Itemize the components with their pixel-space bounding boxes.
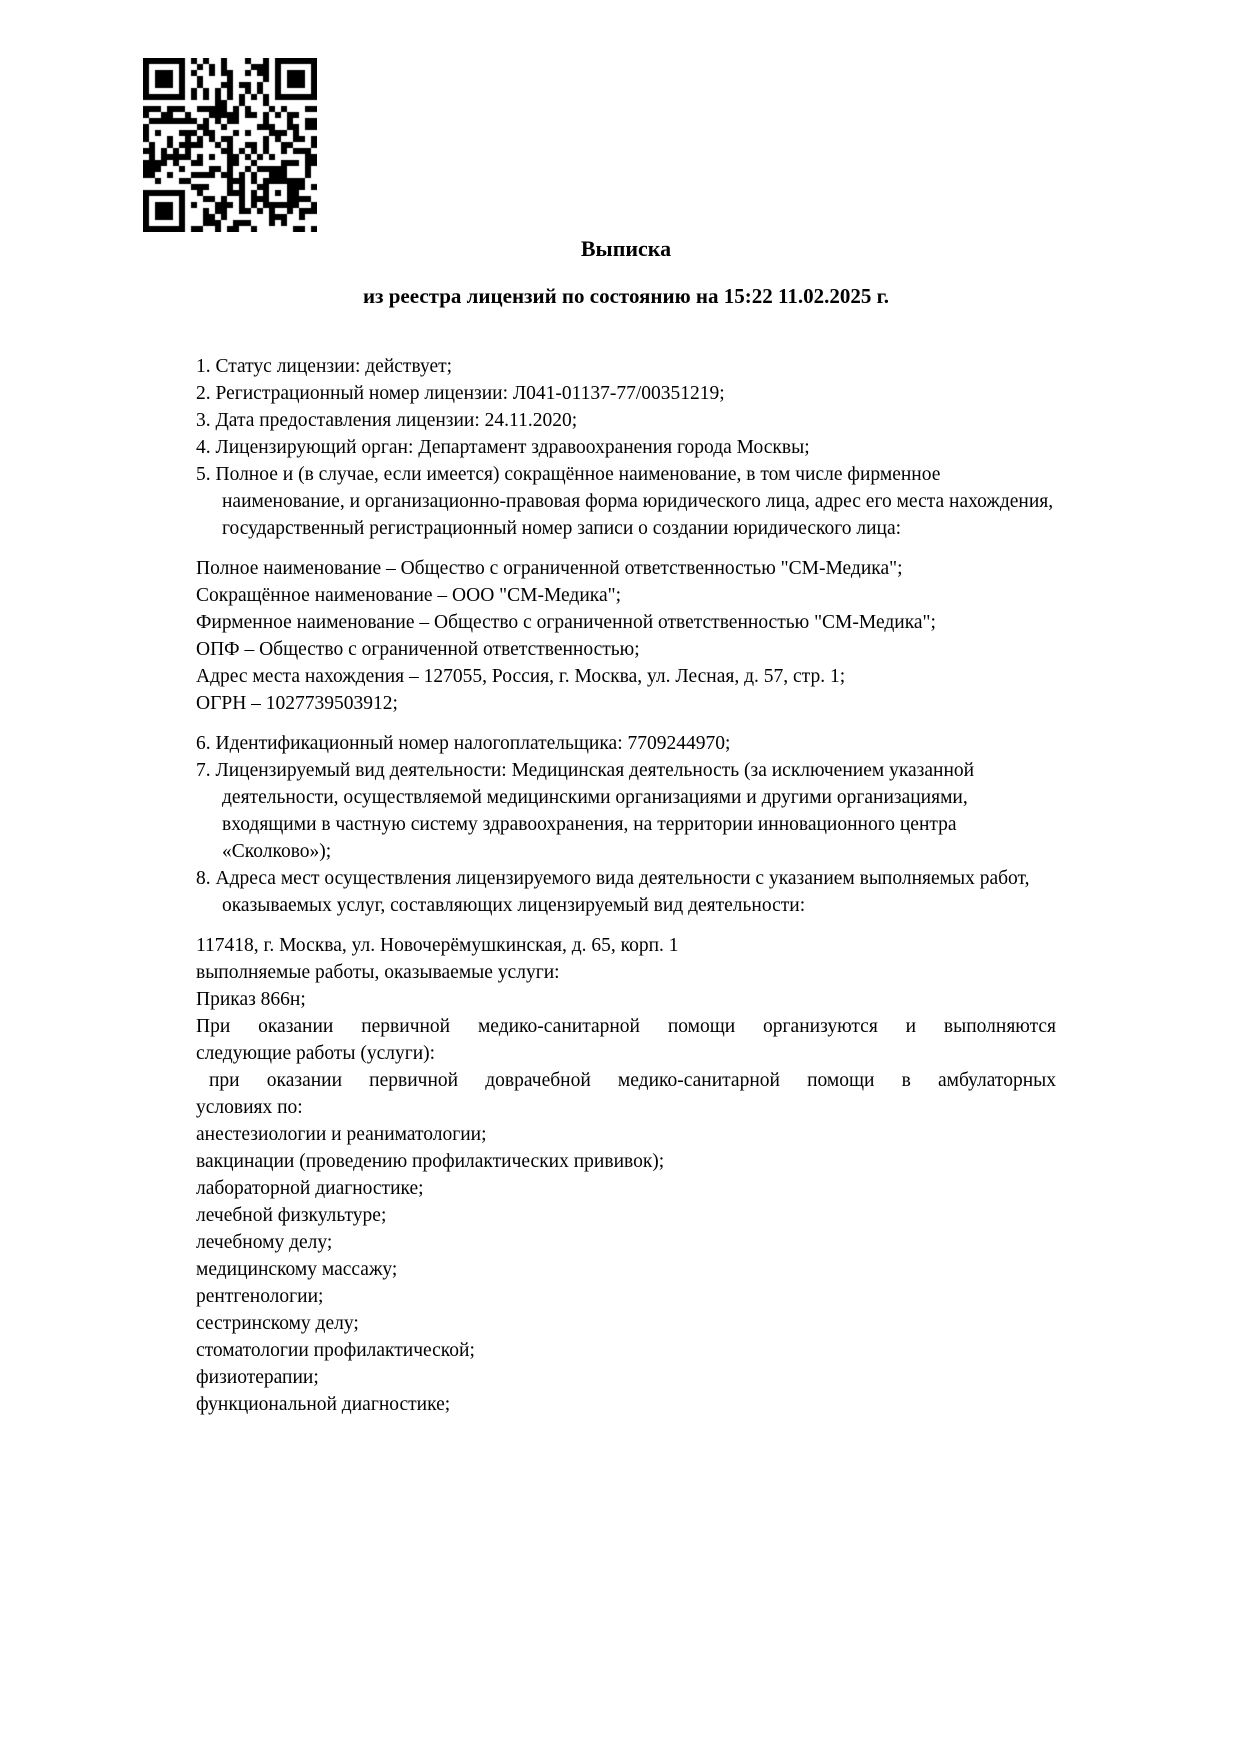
service-item: сестринскому делу;: [196, 1313, 359, 1334]
service-item: физиотерапии;: [196, 1367, 319, 1388]
document-content: [196, 0, 1056, 1418]
list-item-7: 7. Лицензируемый вид деятельности: Медицинская деятельность (за исключением указанной деятельности, осуществляемой медицинскими организациями и другими организациями, входящими в частную систему здравоохранения, на территории инновационного центра «Сколково»);: [196, 760, 975, 862]
list-item-1: 1. Статус лицензии: действует;: [196, 356, 453, 377]
list-item-2: 2. Регистрационный номер лицензии: Л041-01137-77/00351219;: [196, 383, 725, 404]
activity-address-block: [196, 932, 1056, 1418]
list-item-6: 6. Идентификационный номер налогоплательщика: 7709244970;: [196, 733, 731, 754]
service-item: вакцинации (проведению профилактических прививок);: [196, 1151, 665, 1172]
paragraph-line: условиях по:: [196, 1097, 303, 1118]
paragraph-line: следующие работы (услуги):: [196, 1043, 436, 1064]
order-reference: Приказ 866н;: [196, 989, 306, 1010]
list-item-5: 5. Полное и (в случае, если имеется) сокращённое наименование, в том числе фирменное наименование, и организационно-правовая форма юридического лица, адрес его места нахождения, государственный регистрационный номер записи о создании юридического лица:: [196, 464, 1054, 539]
paragraph-line: При оказании первичной медико-санитарной помощи организуются и выполняются: [196, 1016, 1056, 1037]
organization-block: [196, 555, 1056, 717]
activity-address: 117418, г. Москва, ул. Новочерёмушкинская, д. 65, корп. 1: [196, 935, 679, 956]
service-item: функциональной диагностике;: [196, 1394, 451, 1415]
page-subtitle: из реестра лицензий по состоянию на 15:22 11.02.2025 г.: [362, 284, 890, 308]
document-body: [196, 353, 1056, 1418]
org-address: Адрес места нахождения – 127055, Россия, г. Москва, ул. Лесная, д. 57, стр. 1;: [196, 666, 846, 687]
page-title: Выписка: [580, 236, 672, 261]
service-item: рентгенологии;: [196, 1286, 324, 1307]
service-item: анестезиологии и реаниматологии;: [196, 1124, 487, 1145]
works-label: выполняемые работы, оказываемые услуги:: [196, 962, 560, 983]
service-item: лабораторной диагностике;: [196, 1178, 424, 1199]
org-brand-name: Фирменное наименование – Общество с ограниченной ответственностью "СМ-Медика";: [196, 612, 936, 633]
org-legal-form: ОПФ – Общество с ограниченной ответственностью;: [196, 639, 640, 660]
list-item-4: 4. Лицензирующий орган: Департамент здравоохранения города Москвы;: [196, 437, 810, 458]
service-item: лечебному делу;: [196, 1232, 333, 1253]
service-item: стоматологии профилактической;: [196, 1340, 475, 1361]
org-full-name: Полное наименование – Общество с ограниченной ответственностью "СМ-Медика";: [196, 558, 903, 579]
org-ogrn: ОГРН – 1027739503912;: [196, 693, 398, 714]
org-short-name: Сокращённое наименование – ООО "СМ-Медика";: [196, 585, 622, 606]
service-item: лечебной физкультуре;: [196, 1205, 387, 1226]
paragraph-line: при оказании первичной доврачебной медико-санитарной помощи в амбулаторных: [209, 1070, 1056, 1091]
list-item-8: 8. Адреса мест осуществления лицензируемого вида деятельности с указанием выполняемых работ, оказываемых услуг, составляющих лицензируемый вид деятельности:: [196, 868, 1030, 916]
list-item-3: 3. Дата предоставления лицензии: 24.11.2020;: [196, 410, 578, 431]
service-item: медицинскому массажу;: [196, 1259, 398, 1280]
